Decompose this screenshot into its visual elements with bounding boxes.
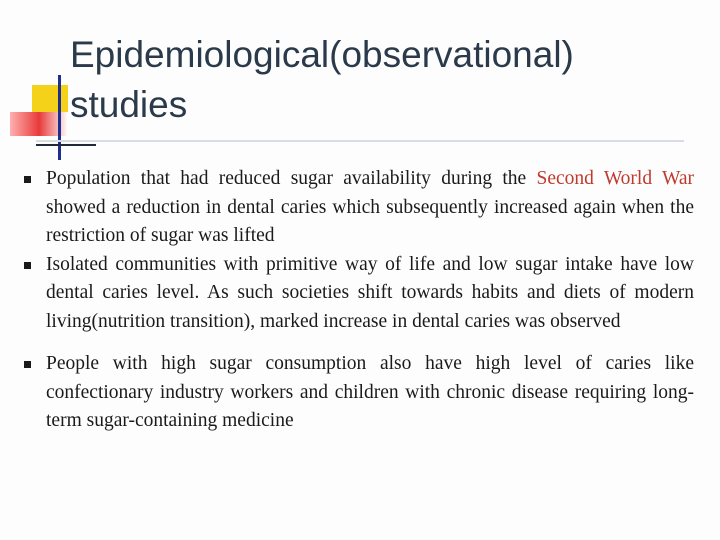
square-bullet-icon [24, 361, 31, 368]
slide-title: Epidemiological(observational) studies [70, 34, 574, 125]
bullet-text: showed a reduction in dental caries which subsequently increased again when the restriction of sugar was lifted [46, 196, 694, 246]
bullet-item [22, 350, 694, 436]
bullet-text: Population that had reduced sugar availability during the [46, 168, 537, 189]
bullet-list [22, 165, 694, 436]
square-bullet-icon [24, 176, 31, 183]
bullet-item [22, 251, 694, 337]
bullet-text: People with high sugar consumption also have high level of caries like confectionary industry workers and children with chronic disease requiring long-term sugar-containing medicine [46, 353, 694, 431]
highlight-text: Second World War [536, 168, 694, 189]
bullet-item [22, 165, 694, 251]
square-bullet-icon [24, 262, 31, 269]
title-divider [36, 140, 684, 142]
bullet-text: Isolated communities with primitive way of life and low sugar intake have low dental caries level. As such societies shift towards habits and diets of modern living(nutrition transition), marked increase in dental caries was observed [46, 253, 694, 332]
